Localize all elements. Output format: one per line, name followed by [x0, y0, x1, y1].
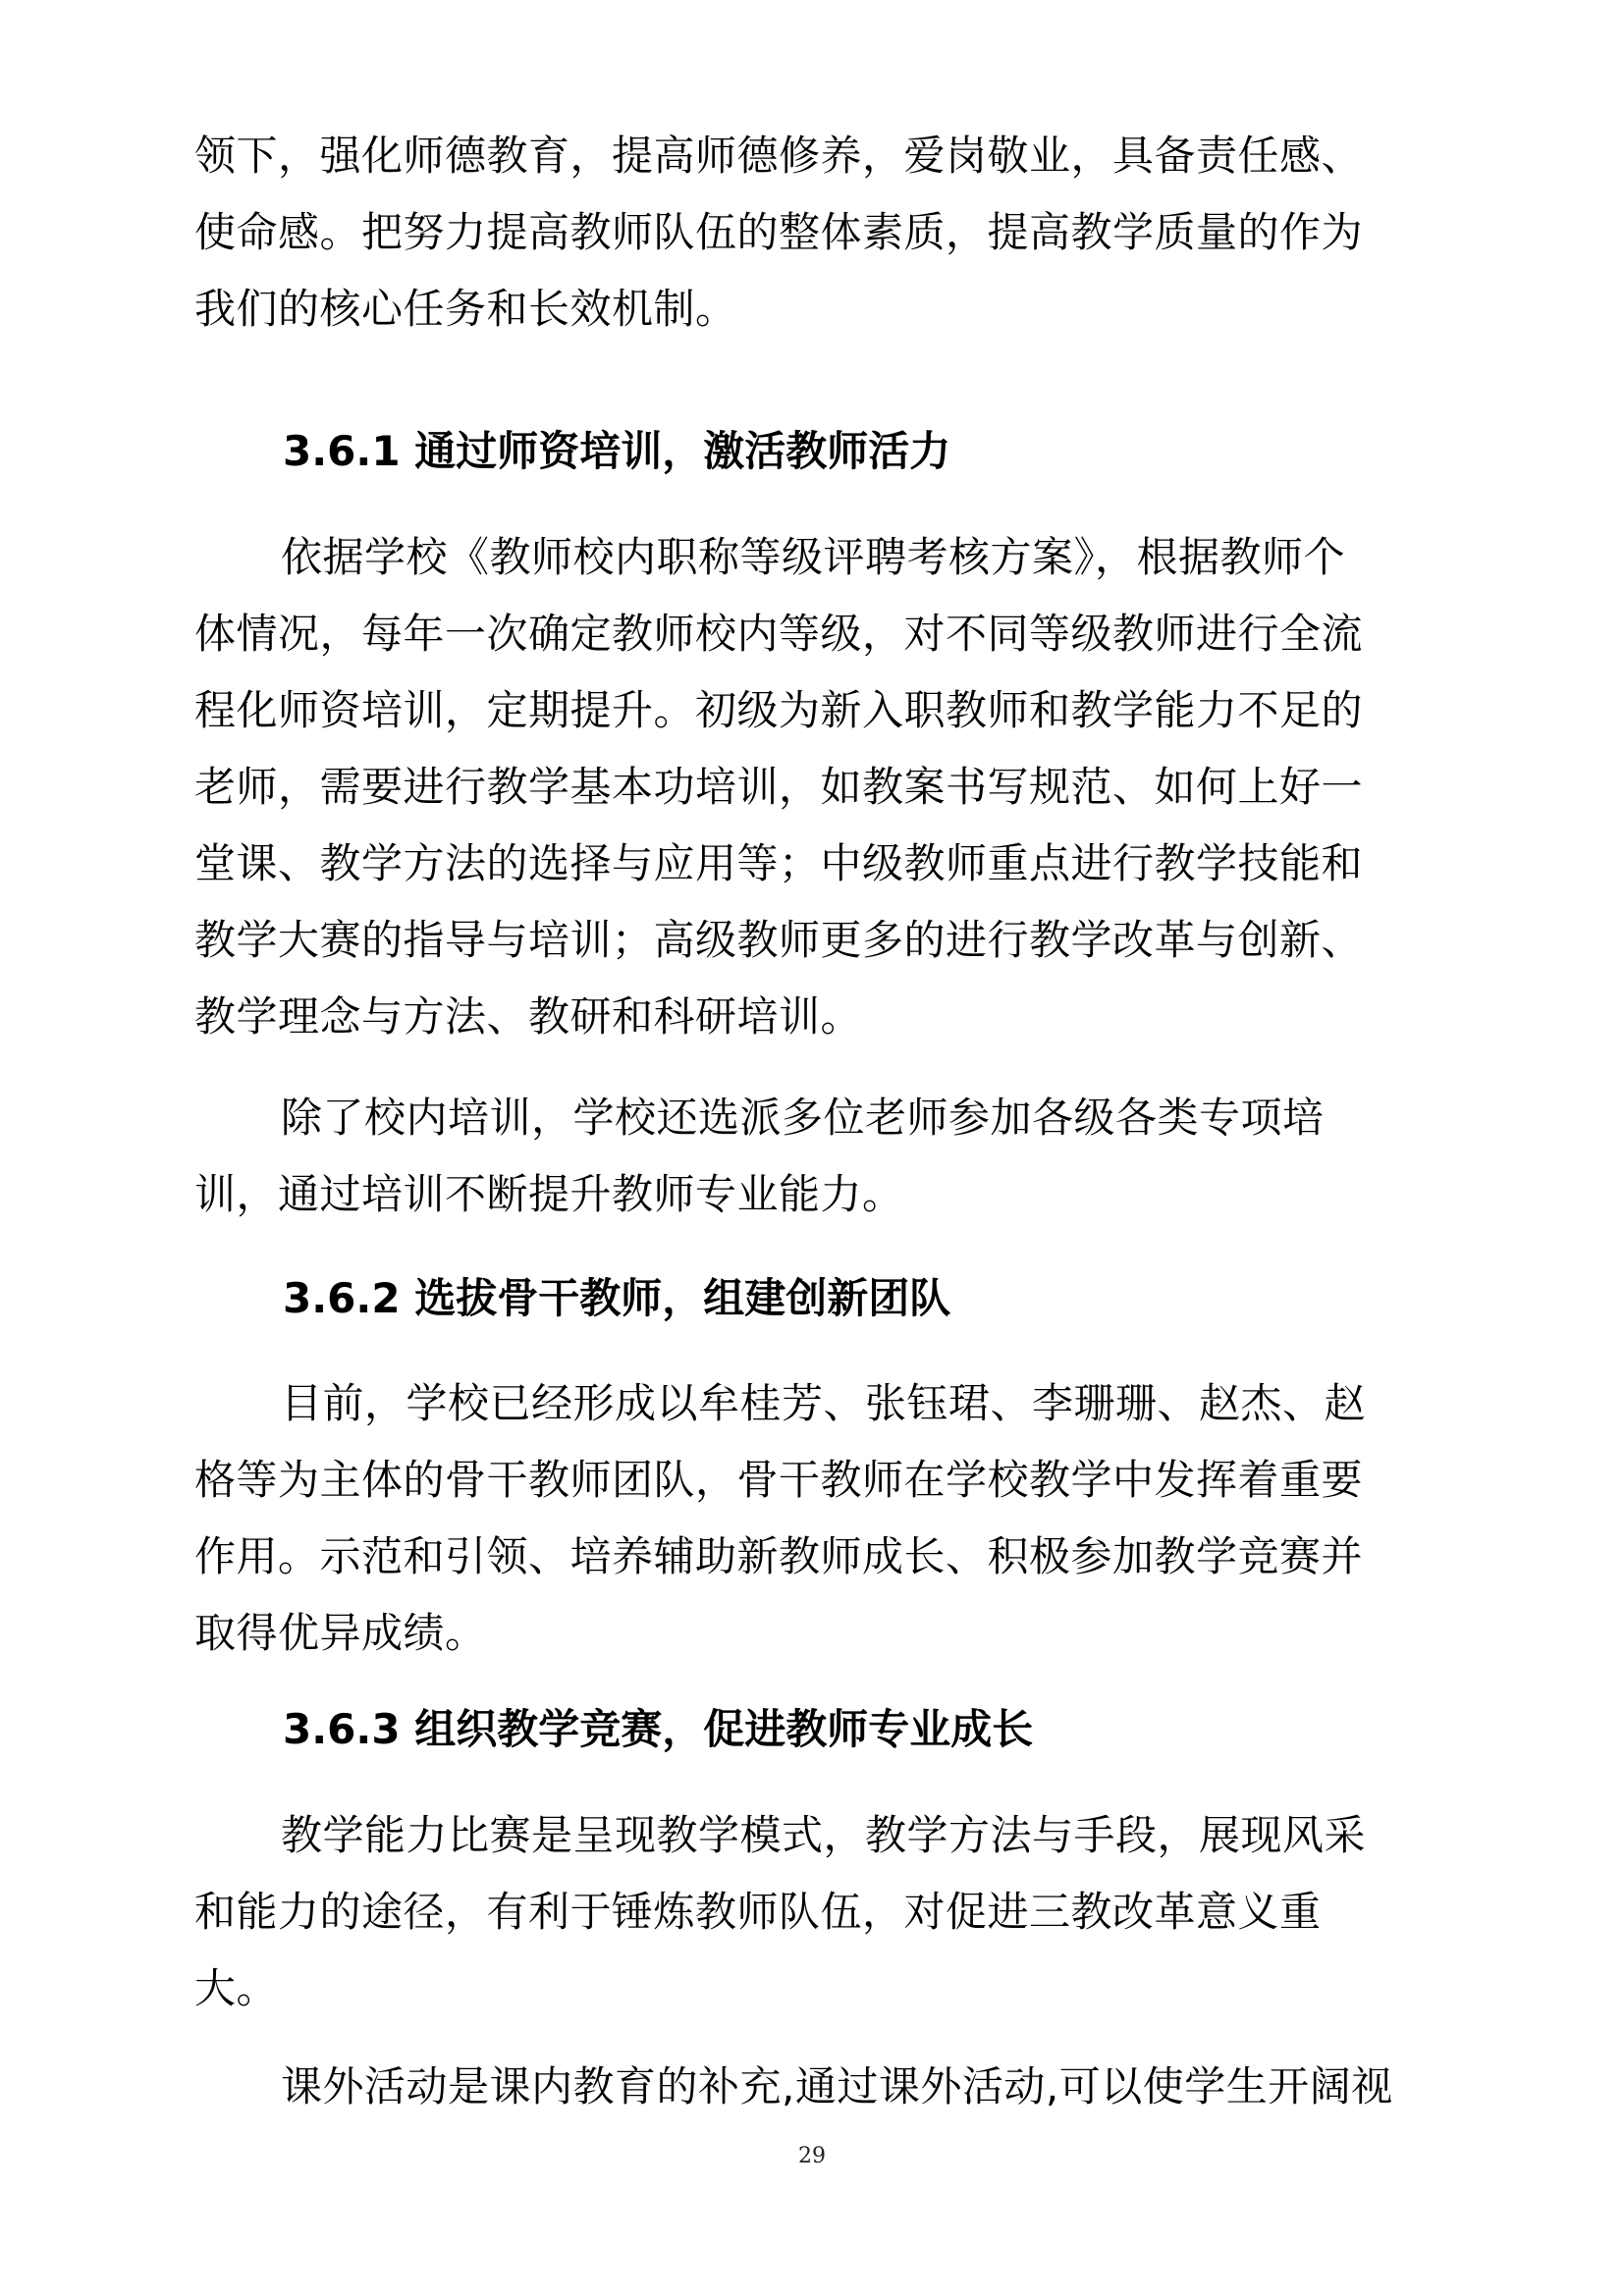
paragraph-line: 教学能力比赛是呈现教学模式，教学方法与手段，展现风采: [281, 1811, 1367, 1859]
paragraph-line: 教学大赛的指导与培训；高级教师更多的进行教学改革与创新、: [194, 916, 1364, 964]
paragraph-line: 使命感。把努力提高教师队伍的整体素质，提高教学质量的作为: [194, 208, 1364, 256]
paragraph-line: 老师，需要进行教学基本功培训，如教案书写规范、如何上好一: [194, 763, 1364, 811]
paragraph-line: 我们的核心任务和长效机制。: [194, 285, 737, 333]
paragraph-line: 依据学校《教师校内职称等级评聘考核方案》，根据教师个: [281, 533, 1346, 581]
paragraph-line: 训，通过培训不断提升教师专业能力。: [194, 1170, 904, 1218]
paragraph-line: 大。: [194, 1964, 279, 2012]
paragraph-line: 教学理念与方法、教研和科研培训。: [194, 992, 863, 1041]
paragraph-line: 格等为主体的骨干教师团队，骨干教师在学校教学中发挥着重要: [194, 1456, 1364, 1504]
paragraph-line: 体情况，每年一次确定教师校内等级，对不同等级教师进行全流: [194, 610, 1364, 658]
paragraph-3-6-1-b: [194, 1080, 1434, 1233]
section-heading-3-6-1: 3.6.1 通过师资培训，激活教师活力: [283, 427, 951, 475]
paragraph-3-6-2: [194, 1365, 1434, 1672]
section-heading-3-6-3: 3.6.3 组织教学竞赛，促进教师专业成长: [283, 1705, 1034, 1753]
paragraph-3-6-3-a: [194, 1797, 1434, 2027]
paragraph-line: 堂课、教学方法的选择与应用等；中级教师重点进行教学技能和: [194, 839, 1364, 887]
paragraph-3-6-3-b: [194, 2049, 1434, 2125]
paragraph-intro: [194, 118, 1434, 347]
paragraph-3-6-1-a: [194, 519, 1434, 1055]
paragraph-line: 课外活动是课内教育的补充,通过课外活动,可以使学生开阔视: [281, 2062, 1393, 2110]
paragraph-line: 作用。示范和引领、培养辅助新教师成长、积极参加教学竞赛并: [194, 1532, 1364, 1580]
paragraph-line: 和能力的途径，有利于锤炼教师队伍，对促进三教改革意义重: [194, 1888, 1322, 1936]
section-heading-3-6-2: 3.6.2 选拔骨干教师，组建创新团队: [283, 1274, 951, 1322]
page-number: 29: [798, 2144, 826, 2168]
paragraph-line: 取得优异成绩。: [194, 1609, 487, 1657]
paragraph-line: 领下，强化师德教育，提高师德修养，爱岗敬业，具备责任感、: [194, 132, 1364, 180]
paragraph-line: 目前，学校已经形成以牟桂芳、张钰珺、李珊珊、赵杰、赵: [281, 1379, 1367, 1427]
paragraph-line: 除了校内培训，学校还选派多位老师参加各级各类专项培: [281, 1094, 1325, 1142]
paragraph-line: 程化师资培训，定期提升。初级为新入职教师和教学能力不足的: [194, 686, 1364, 734]
